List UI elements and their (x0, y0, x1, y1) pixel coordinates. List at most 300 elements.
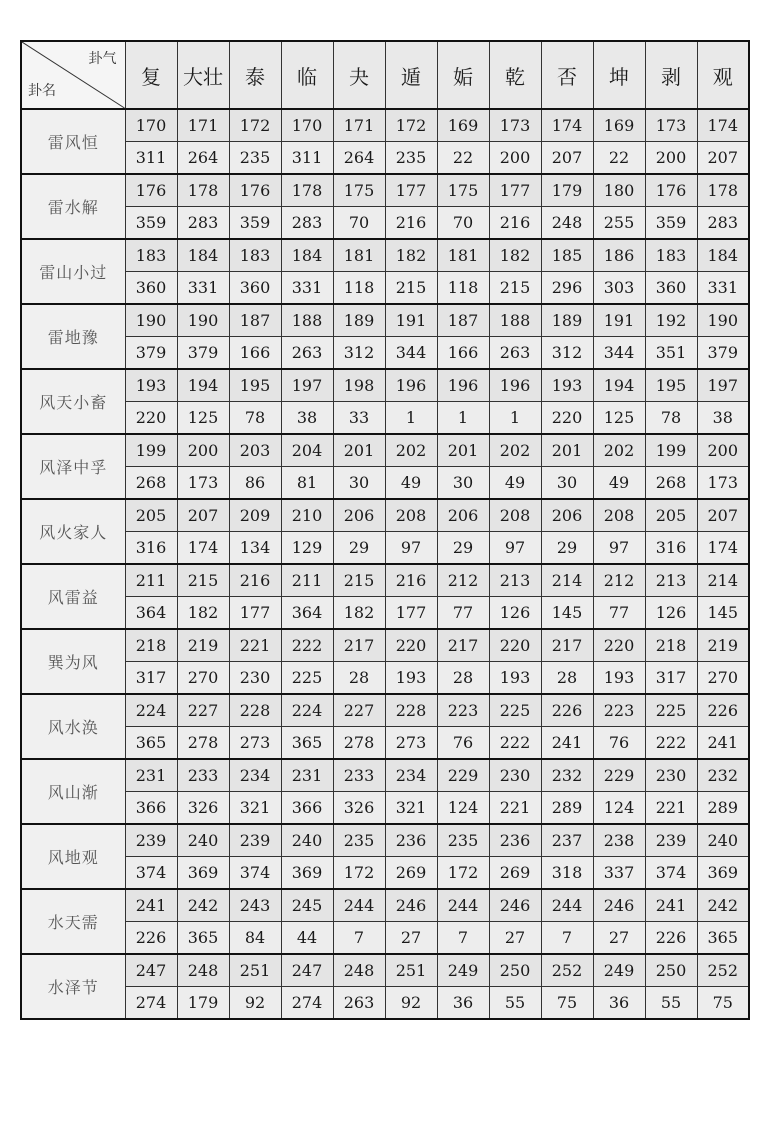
table-row (21, 434, 749, 467)
gua-name-cell: 雷山小过 (21, 239, 125, 304)
table-cell: 176 (645, 174, 697, 207)
table-cell: 28 (541, 662, 593, 695)
table-cell: 237 (541, 824, 593, 857)
table-cell: 247 (281, 954, 333, 987)
table-cell: 200 (177, 434, 229, 467)
table-cell: 200 (489, 142, 541, 175)
table-cell: 172 (229, 109, 281, 142)
table-cell: 199 (645, 434, 697, 467)
table-cell: 75 (541, 987, 593, 1020)
table-cell: 181 (333, 239, 385, 272)
table-cell: 201 (437, 434, 489, 467)
table-row (21, 629, 749, 662)
table-cell: 246 (593, 889, 645, 922)
table-cell: 184 (281, 239, 333, 272)
table-cell: 174 (697, 109, 749, 142)
table-cell: 331 (177, 272, 229, 305)
table-cell: 27 (593, 922, 645, 955)
gua-name-cell: 风水涣 (21, 694, 125, 759)
table-cell: 7 (437, 922, 489, 955)
table-cell: 125 (593, 402, 645, 435)
table-cell: 196 (489, 369, 541, 402)
table-cell: 76 (593, 727, 645, 760)
table-cell: 81 (281, 467, 333, 500)
table-cell: 191 (385, 304, 437, 337)
table-cell: 250 (489, 954, 541, 987)
column-header: 复 (125, 41, 177, 109)
table-cell: 76 (437, 727, 489, 760)
table-cell: 201 (333, 434, 385, 467)
table-row (21, 662, 749, 695)
table-cell: 206 (333, 499, 385, 532)
table-cell: 1 (385, 402, 437, 435)
table-cell: 263 (489, 337, 541, 370)
table-cell: 28 (333, 662, 385, 695)
table-cell: 227 (177, 694, 229, 727)
table-cell: 174 (697, 532, 749, 565)
table-cell: 214 (697, 564, 749, 597)
table-cell: 268 (125, 467, 177, 500)
table-row (21, 987, 749, 1020)
table-cell: 210 (281, 499, 333, 532)
table-cell: 263 (333, 987, 385, 1020)
table-cell: 216 (385, 564, 437, 597)
table-cell: 166 (229, 337, 281, 370)
table-cell: 207 (697, 142, 749, 175)
table-cell: 175 (333, 174, 385, 207)
column-header: 姤 (437, 41, 489, 109)
table-cell: 180 (593, 174, 645, 207)
table-cell: 172 (333, 857, 385, 890)
table-cell: 28 (437, 662, 489, 695)
table-cell: 222 (281, 629, 333, 662)
table-cell: 379 (697, 337, 749, 370)
table-cell: 220 (489, 629, 541, 662)
column-header: 坤 (593, 41, 645, 109)
table-cell: 38 (697, 402, 749, 435)
table-cell: 212 (593, 564, 645, 597)
table-cell: 174 (541, 109, 593, 142)
table-cell: 187 (229, 304, 281, 337)
table-cell: 197 (697, 369, 749, 402)
table-cell: 221 (645, 792, 697, 825)
table-cell: 317 (645, 662, 697, 695)
table-cell: 379 (125, 337, 177, 370)
table-cell: 184 (177, 239, 229, 272)
table-cell: 193 (593, 662, 645, 695)
table-cell: 296 (541, 272, 593, 305)
table-cell: 145 (697, 597, 749, 630)
gua-name-cell: 雷风恒 (21, 109, 125, 174)
table-cell: 241 (125, 889, 177, 922)
table-cell: 129 (281, 532, 333, 565)
table-row (21, 532, 749, 565)
table-cell: 213 (645, 564, 697, 597)
table-cell: 218 (645, 629, 697, 662)
column-header: 大壮 (177, 41, 229, 109)
table-cell: 235 (333, 824, 385, 857)
table-cell: 364 (125, 597, 177, 630)
table-cell: 206 (437, 499, 489, 532)
table-cell: 97 (489, 532, 541, 565)
table-cell: 75 (697, 987, 749, 1020)
table-cell: 97 (593, 532, 645, 565)
table-cell: 22 (437, 142, 489, 175)
table-cell: 211 (125, 564, 177, 597)
table-cell: 97 (385, 532, 437, 565)
table-cell: 255 (593, 207, 645, 240)
table-cell: 231 (281, 759, 333, 792)
table-cell: 220 (541, 402, 593, 435)
table-cell: 171 (333, 109, 385, 142)
table-cell: 202 (593, 434, 645, 467)
table-cell: 211 (281, 564, 333, 597)
table-cell: 124 (437, 792, 489, 825)
table-cell: 235 (437, 824, 489, 857)
gua-name-cell: 水天需 (21, 889, 125, 954)
table-cell: 369 (697, 857, 749, 890)
table-cell: 360 (125, 272, 177, 305)
table-cell: 244 (437, 889, 489, 922)
gua-name-cell: 水泽节 (21, 954, 125, 1019)
table-cell: 194 (593, 369, 645, 402)
table-cell: 178 (281, 174, 333, 207)
gua-name-cell: 巽为风 (21, 629, 125, 694)
table-cell: 278 (333, 727, 385, 760)
table-cell: 239 (125, 824, 177, 857)
column-header: 夬 (333, 41, 385, 109)
table-cell: 217 (437, 629, 489, 662)
table-cell: 289 (697, 792, 749, 825)
table-cell: 166 (437, 337, 489, 370)
table-cell: 170 (125, 109, 177, 142)
table-cell: 331 (697, 272, 749, 305)
column-header: 遁 (385, 41, 437, 109)
table-cell: 239 (229, 824, 281, 857)
table-cell: 228 (385, 694, 437, 727)
gua-qi-table (20, 40, 750, 1020)
table-cell: 29 (333, 532, 385, 565)
table-row (21, 727, 749, 760)
corner-cell (21, 41, 125, 109)
table-cell: 192 (645, 304, 697, 337)
table-row (21, 759, 749, 792)
table-cell: 175 (437, 174, 489, 207)
table-cell: 196 (437, 369, 489, 402)
table-cell: 182 (489, 239, 541, 272)
table-cell: 219 (177, 629, 229, 662)
table-cell: 36 (437, 987, 489, 1020)
table-cell: 182 (177, 597, 229, 630)
table-row (21, 792, 749, 825)
table-cell: 190 (697, 304, 749, 337)
table-cell: 270 (697, 662, 749, 695)
table-cell: 229 (593, 759, 645, 792)
table-cell: 312 (333, 337, 385, 370)
column-header: 泰 (229, 41, 281, 109)
table-cell: 125 (177, 402, 229, 435)
table-cell: 7 (541, 922, 593, 955)
table-cell: 250 (645, 954, 697, 987)
table-cell: 248 (177, 954, 229, 987)
table-cell: 188 (281, 304, 333, 337)
table-cell: 77 (593, 597, 645, 630)
table-cell: 38 (281, 402, 333, 435)
table-cell: 245 (281, 889, 333, 922)
table-cell: 225 (281, 662, 333, 695)
table-cell: 240 (281, 824, 333, 857)
table-cell: 379 (177, 337, 229, 370)
table-cell: 214 (541, 564, 593, 597)
table-row (21, 857, 749, 890)
table-cell: 177 (489, 174, 541, 207)
table-cell: 283 (281, 207, 333, 240)
table-cell: 230 (229, 662, 281, 695)
table-cell: 173 (489, 109, 541, 142)
table-cell: 216 (489, 207, 541, 240)
table-cell: 344 (593, 337, 645, 370)
table-cell: 239 (645, 824, 697, 857)
table-cell: 233 (177, 759, 229, 792)
table-cell: 202 (385, 434, 437, 467)
table-cell: 189 (541, 304, 593, 337)
column-header: 乾 (489, 41, 541, 109)
table-cell: 351 (645, 337, 697, 370)
table-cell: 215 (333, 564, 385, 597)
table-row (21, 142, 749, 175)
table-cell: 170 (281, 109, 333, 142)
table-cell: 365 (177, 922, 229, 955)
table-cell: 311 (125, 142, 177, 175)
table-cell: 177 (229, 597, 281, 630)
table-cell: 207 (541, 142, 593, 175)
table-cell: 207 (177, 499, 229, 532)
table-cell: 316 (645, 532, 697, 565)
table-cell: 226 (697, 694, 749, 727)
table-cell: 236 (489, 824, 541, 857)
table-cell: 193 (541, 369, 593, 402)
table-cell: 274 (281, 987, 333, 1020)
table-cell: 33 (333, 402, 385, 435)
table-cell: 191 (593, 304, 645, 337)
table-cell: 226 (541, 694, 593, 727)
table-cell: 223 (437, 694, 489, 727)
table-cell: 221 (489, 792, 541, 825)
table-cell: 234 (385, 759, 437, 792)
table-cell: 270 (177, 662, 229, 695)
table-cell: 312 (541, 337, 593, 370)
table-cell: 195 (645, 369, 697, 402)
table-cell: 246 (489, 889, 541, 922)
table-cell: 205 (645, 499, 697, 532)
table-cell: 252 (541, 954, 593, 987)
table-cell: 249 (593, 954, 645, 987)
table-cell: 222 (489, 727, 541, 760)
table-cell: 7 (333, 922, 385, 955)
table-cell: 173 (177, 467, 229, 500)
table-cell: 190 (125, 304, 177, 337)
table-cell: 230 (489, 759, 541, 792)
table-cell: 221 (229, 629, 281, 662)
table-cell: 212 (437, 564, 489, 597)
gua-name-cell: 风雷益 (21, 564, 125, 629)
table-cell: 216 (229, 564, 281, 597)
table-cell: 232 (541, 759, 593, 792)
table-cell: 186 (593, 239, 645, 272)
table-cell: 242 (697, 889, 749, 922)
table-cell: 30 (333, 467, 385, 500)
table-row (21, 174, 749, 207)
table-cell: 223 (593, 694, 645, 727)
table-row (21, 109, 749, 142)
table-cell: 181 (437, 239, 489, 272)
gua-name-cell: 风地观 (21, 824, 125, 889)
table-cell: 134 (229, 532, 281, 565)
table-cell: 29 (437, 532, 489, 565)
table-cell: 182 (385, 239, 437, 272)
table-cell: 126 (489, 597, 541, 630)
gua-name-cell: 风泽中孚 (21, 434, 125, 499)
table-cell: 172 (385, 109, 437, 142)
table-cell: 178 (177, 174, 229, 207)
table-cell: 374 (645, 857, 697, 890)
table-cell: 184 (697, 239, 749, 272)
table-cell: 209 (229, 499, 281, 532)
table-cell: 213 (489, 564, 541, 597)
table-cell: 177 (385, 174, 437, 207)
table-cell: 49 (593, 467, 645, 500)
table-cell: 118 (437, 272, 489, 305)
table-cell: 220 (385, 629, 437, 662)
table-cell: 374 (125, 857, 177, 890)
table-cell: 225 (645, 694, 697, 727)
table-cell: 248 (333, 954, 385, 987)
table-cell: 207 (697, 499, 749, 532)
gua-name-cell: 风天小畜 (21, 369, 125, 434)
table-cell: 30 (541, 467, 593, 500)
table-cell: 30 (437, 467, 489, 500)
table-cell: 70 (333, 207, 385, 240)
table-cell: 49 (385, 467, 437, 500)
table-cell: 202 (489, 434, 541, 467)
table-cell: 201 (541, 434, 593, 467)
table-row (21, 207, 749, 240)
table-cell: 217 (541, 629, 593, 662)
table-cell: 366 (125, 792, 177, 825)
table-cell: 174 (177, 532, 229, 565)
table-cell: 183 (125, 239, 177, 272)
table-cell: 179 (177, 987, 229, 1020)
column-header: 剥 (645, 41, 697, 109)
gua-name-cell: 雷地豫 (21, 304, 125, 369)
table-cell: 145 (541, 597, 593, 630)
table-cell: 173 (697, 467, 749, 500)
table-cell: 227 (333, 694, 385, 727)
table-row (21, 824, 749, 857)
table-row (21, 337, 749, 370)
table-cell: 235 (385, 142, 437, 175)
table-cell: 230 (645, 759, 697, 792)
table-cell: 264 (177, 142, 229, 175)
table-cell: 183 (229, 239, 281, 272)
table-cell: 203 (229, 434, 281, 467)
table-cell: 224 (281, 694, 333, 727)
table-cell: 366 (281, 792, 333, 825)
table-row (21, 564, 749, 597)
table-cell: 273 (229, 727, 281, 760)
table-cell: 226 (645, 922, 697, 955)
table-cell: 78 (645, 402, 697, 435)
table-cell: 303 (593, 272, 645, 305)
table-cell: 193 (489, 662, 541, 695)
table-cell: 193 (125, 369, 177, 402)
table-cell: 241 (541, 727, 593, 760)
table-cell: 360 (645, 272, 697, 305)
table-cell: 215 (385, 272, 437, 305)
table-cell: 55 (489, 987, 541, 1020)
table-cell: 222 (645, 727, 697, 760)
table-cell: 198 (333, 369, 385, 402)
table-cell: 182 (333, 597, 385, 630)
table-cell: 365 (125, 727, 177, 760)
table-cell: 27 (489, 922, 541, 955)
column-header: 临 (281, 41, 333, 109)
table-cell: 188 (489, 304, 541, 337)
table-cell: 92 (229, 987, 281, 1020)
table-cell: 369 (177, 857, 229, 890)
table-cell: 374 (229, 857, 281, 890)
table-cell: 289 (541, 792, 593, 825)
table-row (21, 239, 749, 272)
table-cell: 317 (125, 662, 177, 695)
table-cell: 278 (177, 727, 229, 760)
table-body (21, 109, 749, 1019)
table-cell: 238 (593, 824, 645, 857)
table-cell: 195 (229, 369, 281, 402)
table-cell: 194 (177, 369, 229, 402)
table-cell: 173 (645, 109, 697, 142)
table-cell: 205 (125, 499, 177, 532)
table-cell: 283 (177, 207, 229, 240)
table-cell: 273 (385, 727, 437, 760)
table-cell: 360 (229, 272, 281, 305)
table-cell: 269 (489, 857, 541, 890)
table-cell: 200 (697, 434, 749, 467)
corner-label-gua-qi: 卦气 (88, 51, 117, 67)
table-cell: 84 (229, 922, 281, 955)
table-cell: 176 (125, 174, 177, 207)
table-cell: 248 (541, 207, 593, 240)
table-cell: 246 (385, 889, 437, 922)
table-cell: 183 (645, 239, 697, 272)
gua-name-cell: 雷水解 (21, 174, 125, 239)
table-cell: 77 (437, 597, 489, 630)
table-cell: 326 (177, 792, 229, 825)
table-cell: 318 (541, 857, 593, 890)
table-cell: 337 (593, 857, 645, 890)
table-cell: 369 (281, 857, 333, 890)
table-cell: 344 (385, 337, 437, 370)
table-cell: 206 (541, 499, 593, 532)
table-cell: 216 (385, 207, 437, 240)
table-cell: 244 (333, 889, 385, 922)
table-row (21, 402, 749, 435)
table-cell: 176 (229, 174, 281, 207)
header-row (21, 41, 749, 109)
table-row (21, 272, 749, 305)
table-cell: 126 (645, 597, 697, 630)
table-row (21, 304, 749, 337)
